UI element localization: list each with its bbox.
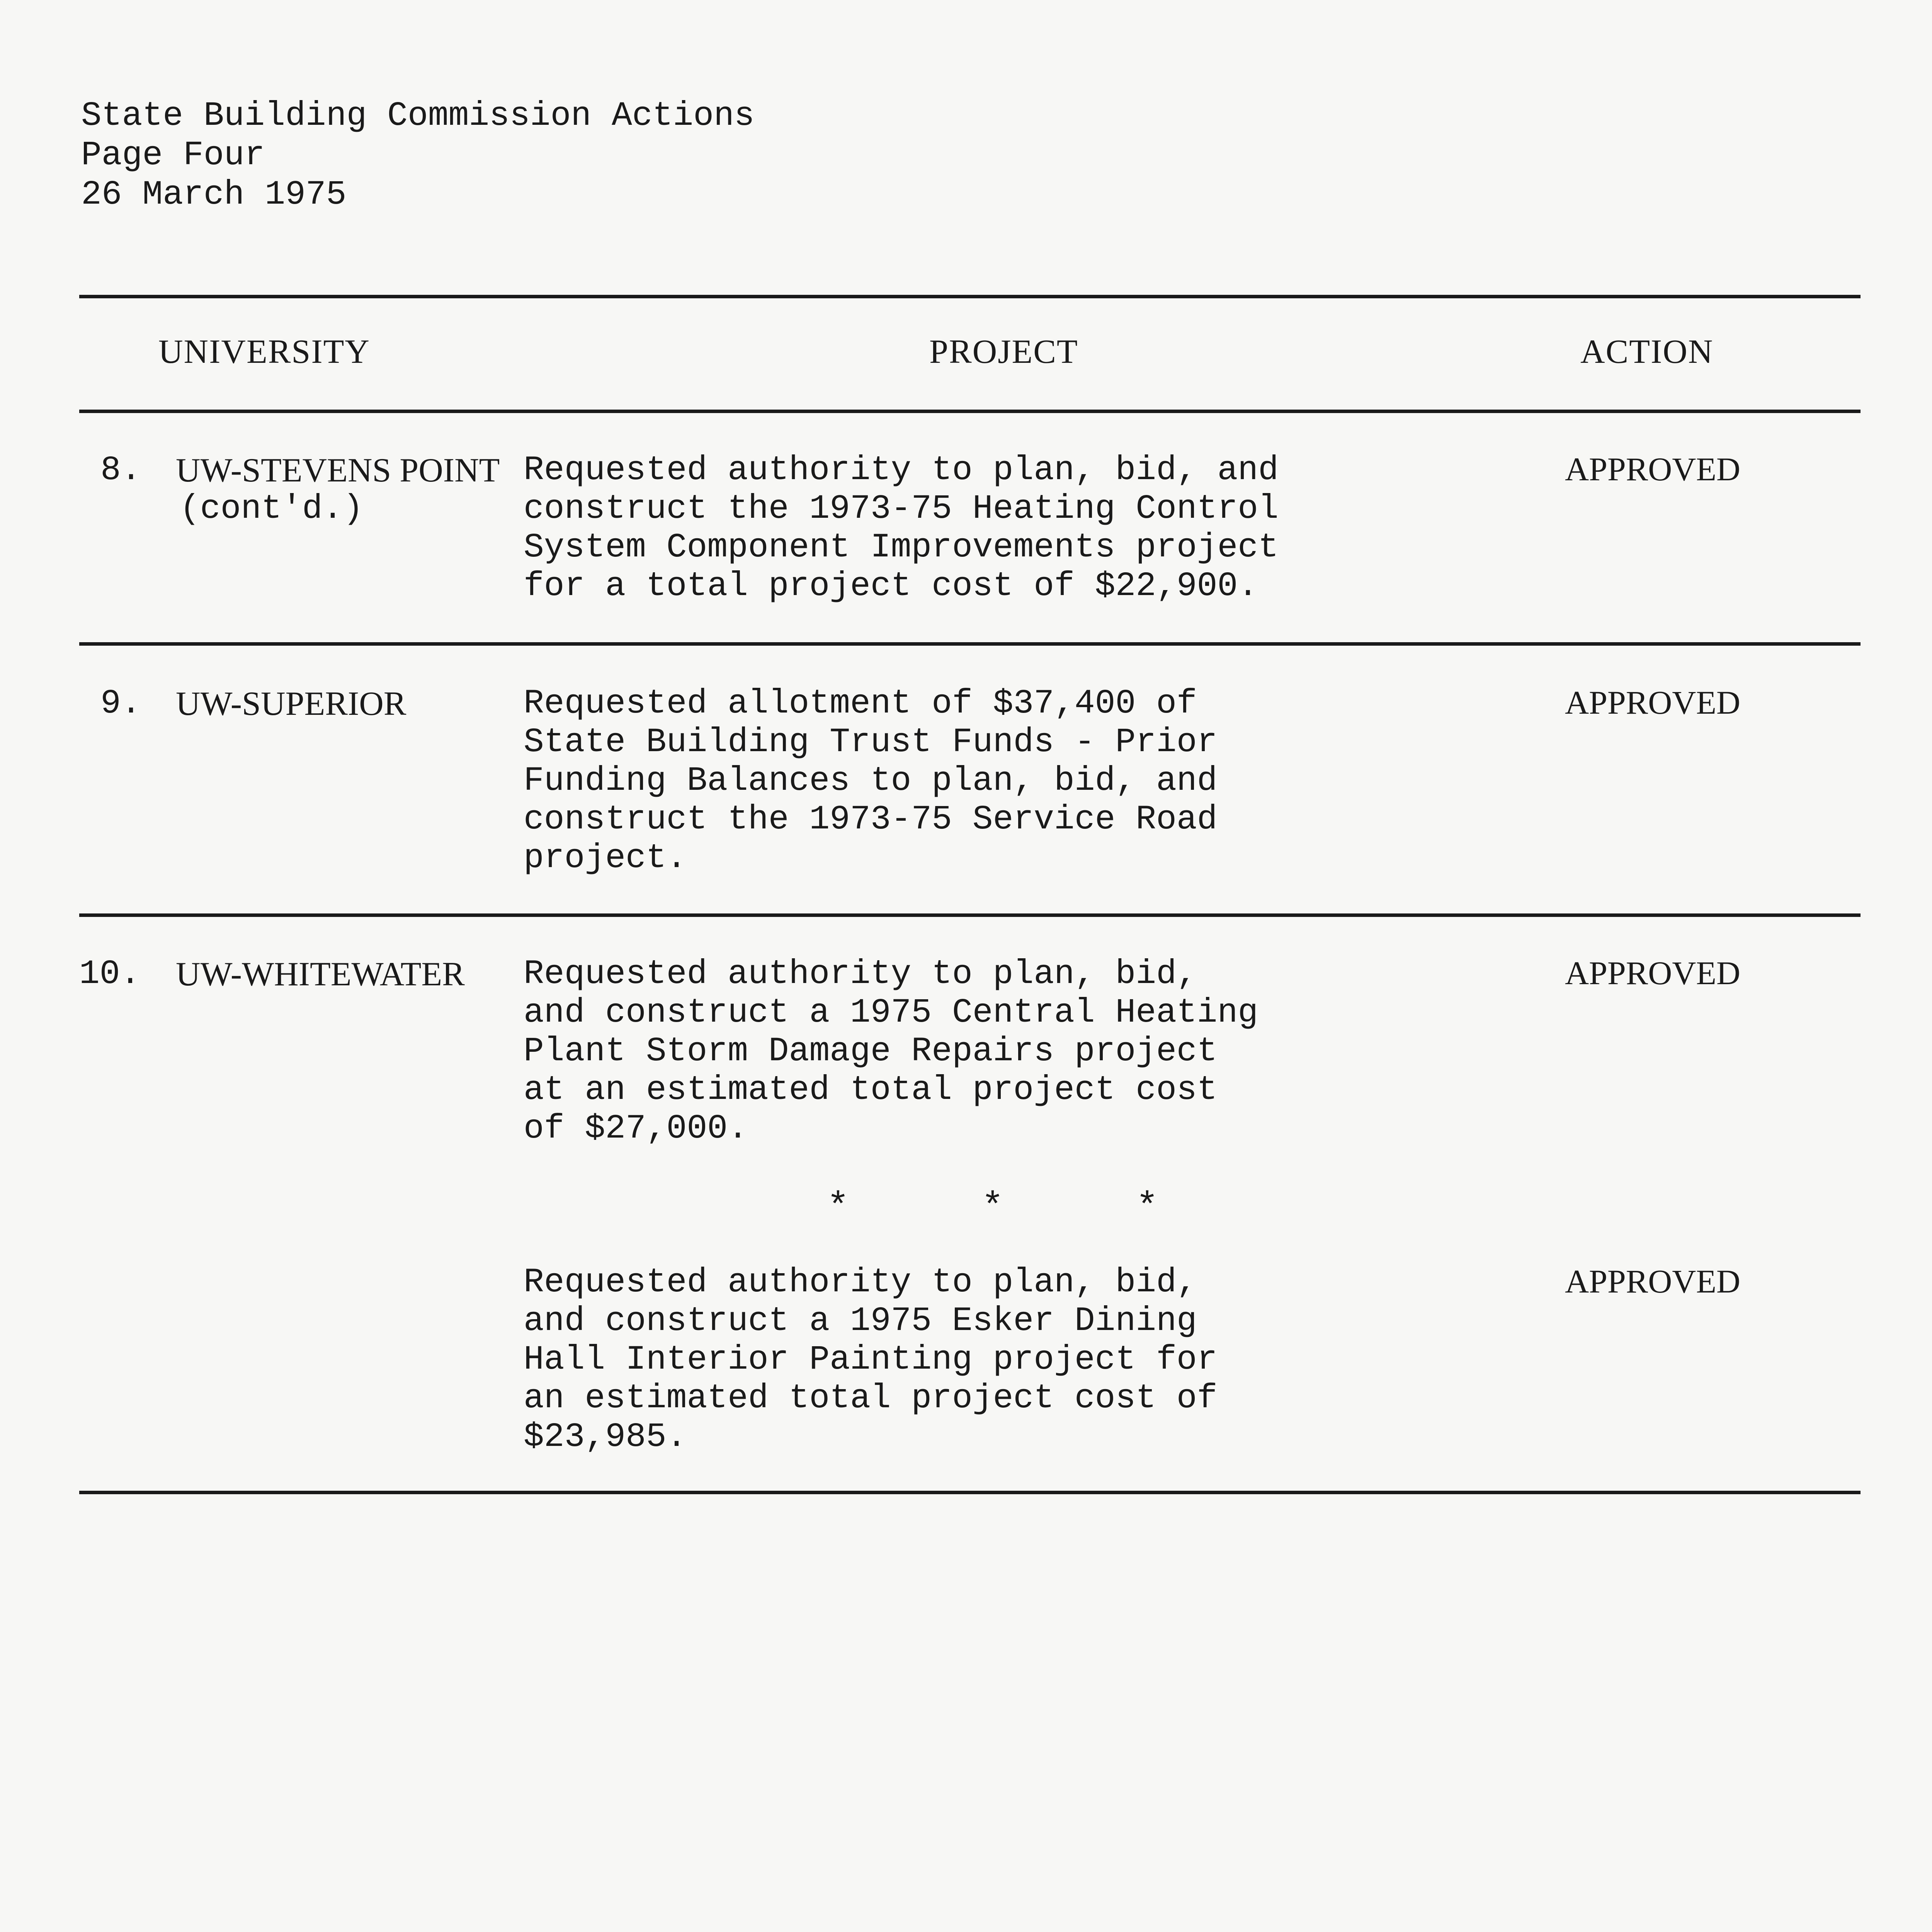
university-name: UW-WHITEWATER [176,956,465,993]
table-top-rule [79,295,1861,298]
project-line: construct the 1973-75 Service Road [524,801,1218,839]
project-line: Funding Balances to plan, bid, and [524,762,1218,800]
header-bottom-rule [79,410,1861,413]
row-action-second: APPROVED [1565,1263,1740,1300]
project-line: Requested authority to plan, bid, [524,955,1197,993]
university-name: UW-SUPERIOR [176,685,406,723]
project-line: and construct a 1975 Esker Dining [524,1302,1197,1340]
row-action: APPROVED [1565,451,1740,488]
header-date: 26 March 1975 [81,176,347,214]
project-line: and construct a 1975 Central Heating [524,994,1259,1032]
row-number: 9. [100,685,141,723]
separator-star: * [1136,1186,1158,1228]
project-line: Requested authority to plan, bid, [524,1264,1197,1302]
column-header-university: UNIVERSITY [158,333,370,371]
project-line: construct the 1973-75 Heating Control [524,490,1279,528]
table-bottom-rule [79,1491,1861,1494]
project-line: at an estimated total project cost [524,1071,1218,1109]
row-project-second [524,1264,1218,1457]
row-number: 8. [100,451,141,490]
project-line: State Building Trust Funds - Prior [524,723,1218,762]
project-line: $23,985. [524,1418,687,1456]
column-header-project: PROJECT [929,333,1078,371]
university-name: UW-STEVENS POINT [176,452,500,489]
row-university [176,451,500,529]
row-project [524,451,1279,606]
project-line: Requested authority to plan, bid, and [524,451,1279,490]
header-page: Page Four [81,136,265,175]
row-university [176,685,406,723]
project-line: Hall Interior Painting project for [524,1341,1218,1379]
row-divider [79,913,1861,917]
project-line: Plant Storm Damage Repairs project [524,1032,1218,1071]
row-number: 10. [79,955,141,993]
document-header [81,97,755,215]
project-line: project. [524,839,687,878]
row-project [524,955,1258,1148]
project-line: for a total project cost of $22,900. [524,567,1259,605]
row-action: APPROVED [1565,684,1740,721]
separator-star: * [827,1186,849,1228]
item-separator [827,1186,1291,1228]
project-line: of $27,000. [524,1110,748,1148]
row-action: APPROVED [1565,954,1740,992]
project-line: Requested allotment of $37,400 of [524,685,1197,723]
header-title: State Building Commission Actions [81,97,755,135]
row-project [524,685,1218,878]
row-university [176,955,465,994]
project-line: System Component Improvements project [524,529,1279,567]
column-header-action: ACTION [1580,333,1714,371]
project-line: an estimated total project cost of [524,1379,1218,1418]
row-divider [79,642,1861,646]
university-continued: (cont'd.) [180,490,364,528]
separator-star: * [981,1186,1004,1228]
